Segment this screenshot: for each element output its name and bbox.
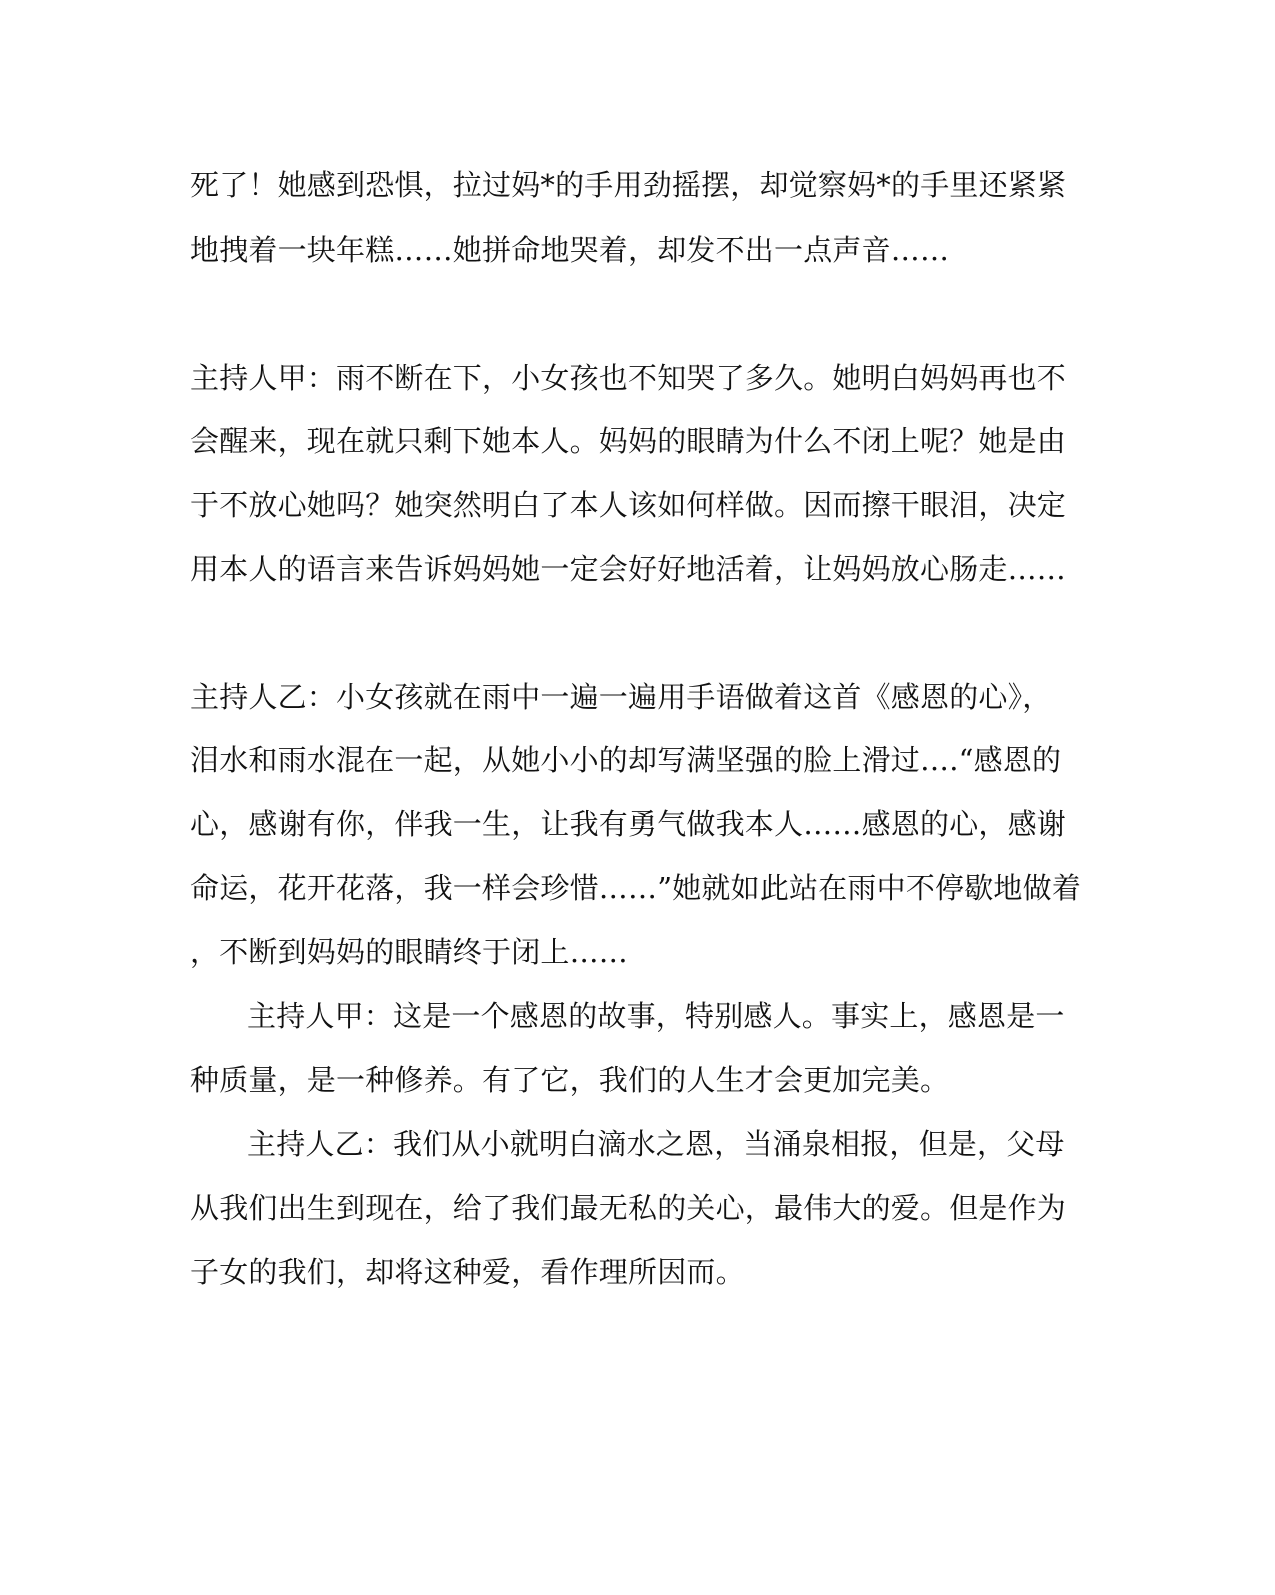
text-line: 泪水和雨水混在一起，从她小小的却写满坚强的脸上滑过….“感恩的	[190, 743, 1062, 777]
text-line: 主持人甲：这是一个感恩的故事，特别感人。事实上，感恩是一	[247, 999, 1065, 1033]
text-line: ，不断到妈妈的眼睛终于闭上……	[190, 935, 629, 969]
text-line: 主持人乙：我们从小就明白滴水之恩，当涌泉相报，但是，父母	[247, 1127, 1065, 1161]
text-line: 从我们出生到现在，给了我们最无私的关心，最伟大的爱。但是作为	[190, 1191, 1067, 1225]
text-line: 会醒来，现在就只剩下她本人。妈妈的眼睛为什么不闭上呢？她是由	[190, 424, 1067, 458]
text-line: 于不放心她吗？她突然明白了本人该如何样做。因而擦干眼泪，决定	[190, 488, 1067, 522]
text-line: 主持人乙：小女孩就在雨中一遍一遍用手语做着这首《感恩的心》，	[190, 680, 1052, 714]
text-line: 命运，花开花落，我一样会珍惜……”她就如此站在雨中不停歇地做着	[190, 871, 1082, 905]
text-line: 种质量，是一种修养。有了它，我们的人生才会更加完美。	[190, 1063, 950, 1097]
text-line: 子女的我们，却将这种爱，看作理所因而。	[190, 1255, 745, 1289]
text-line: 死了！她感到恐惧，拉过妈*的手用劲摇摆，却觉察妈*的手里还紧紧	[190, 168, 1067, 202]
text-line: 心，感谢有你，伴我一生，让我有勇气做我本人……感恩的心，感谢	[190, 807, 1067, 841]
text-line: 地拽着一块年糕……她拼命地哭着，却发不出一点声音……	[190, 233, 950, 267]
text-line: 用本人的语言来告诉妈妈她一定会好好地活着，让妈妈放心肠走……	[190, 552, 1067, 586]
text-line: 主持人甲：雨不断在下，小女孩也不知哭了多久。她明白妈妈再也不	[190, 361, 1067, 395]
